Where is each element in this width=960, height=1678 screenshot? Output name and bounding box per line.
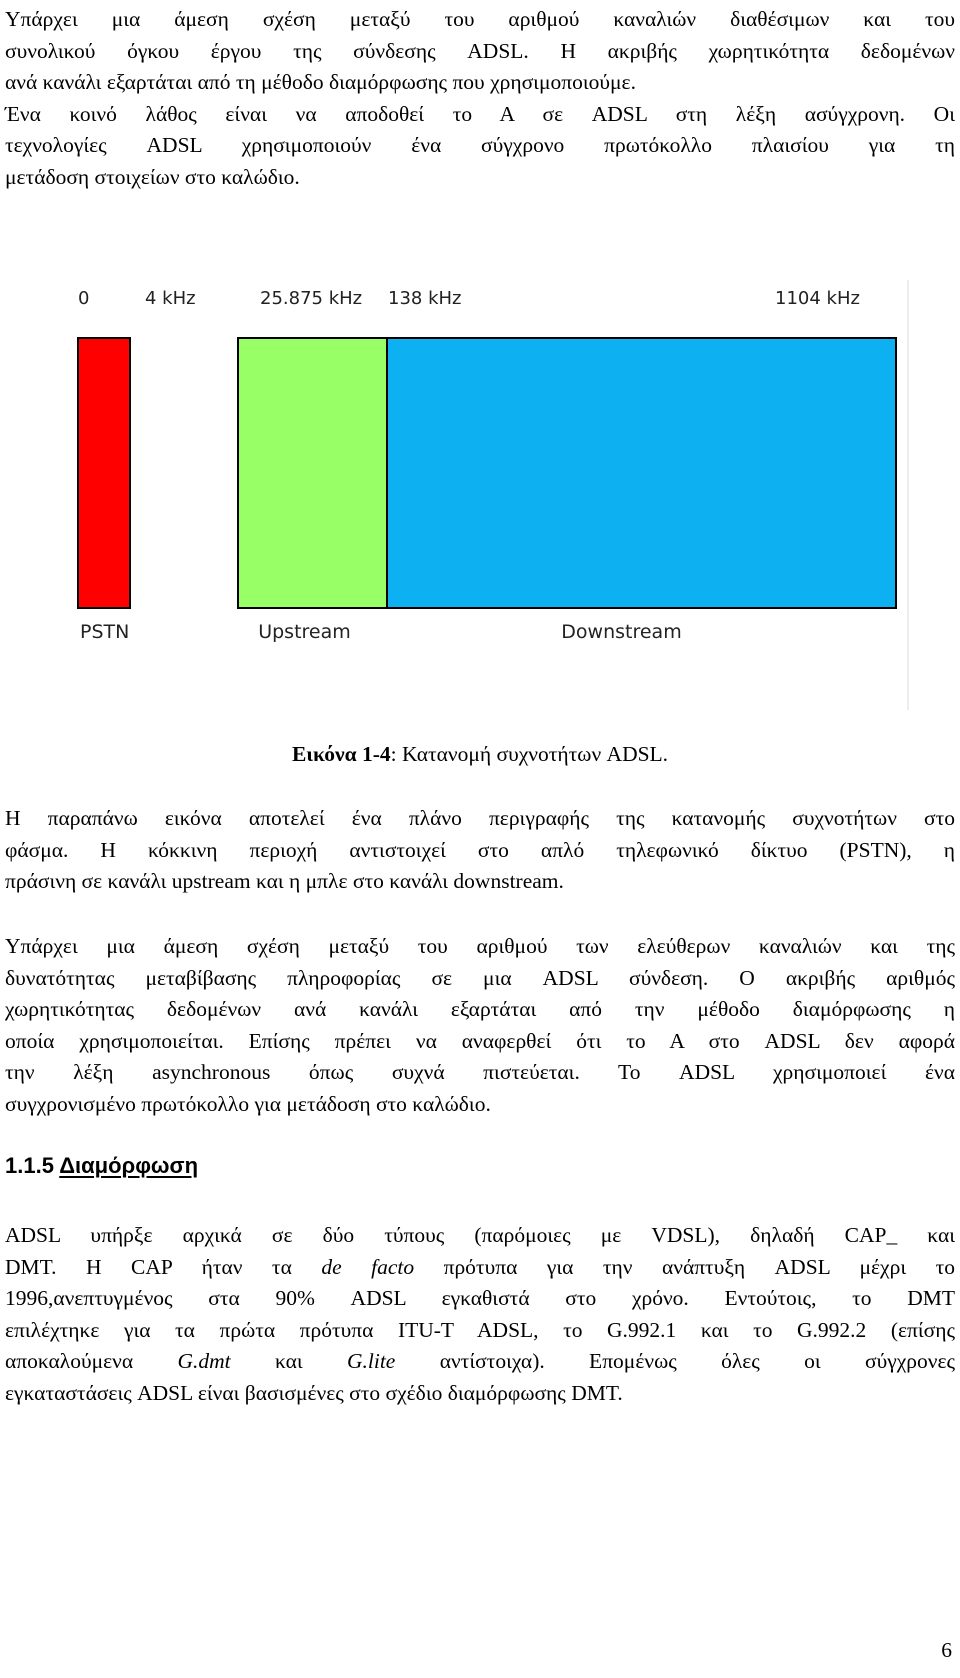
text-line: DMT. Η CAP ήταν τα de facto πρότυπα για την ανάπτυξη ADSL μέχρι το	[5, 1254, 955, 1279]
caption-text: : Κατανομή συχνοτήτων ADSL.	[390, 742, 669, 766]
text-line: συγχρονισμένο πρωτόκολλο για μετάδοση στο καλώδιο.	[5, 1091, 491, 1116]
band-upstream	[238, 338, 387, 608]
paragraph-intro	[5, 4, 955, 194]
caption-label: Εικόνα 1-4	[291, 742, 391, 766]
tick-label: 1104 kHz	[775, 288, 860, 309]
text-line: μετάδοση στοιχείων στο καλώδιο.	[5, 164, 300, 189]
figure-caption	[0, 740, 960, 768]
adsl-frequency-figure	[50, 280, 910, 710]
section-title: Διαμόρφωση	[59, 1153, 199, 1178]
text-line: τεχνολογίες ADSL χρησιμοποιούν ένα σύγχρονο πρωτόκολλο πλαισίου για τη	[5, 133, 955, 158]
text-line: οποία χρησιμοποιείται. Επίσης πρέπει να αναφερθεί ότι το Α στο ADSL δεν αφορά	[5, 1028, 955, 1053]
page-number: 6	[941, 1638, 952, 1662]
text-line: συνολικού όγκου έργου της σύνδεσης ADSL. Η ακριβής χωρητικότητα δεδομένων	[5, 38, 955, 63]
text-line: Η παραπάνω εικόνα αποτελεί ένα πλάνο περιγραφής της κατανομής συχνοτήτων στο	[5, 806, 955, 830]
tick-label: 25.875 kHz	[260, 288, 363, 309]
tick-label: 4 kHz	[145, 288, 196, 309]
italic-term: de facto	[321, 1254, 415, 1279]
text-line: δυνατότητας μεταβίβασης πληροφορίας σε μια ADSL σύνδεση. Ο ακριβής αριθμός	[5, 965, 955, 990]
text-line: εγκαταστάσεις ADSL είναι βασισμένες στο σχέδιο διαμόρφωσης DMT.	[5, 1380, 623, 1405]
section-number: 1.1.5	[5, 1153, 54, 1178]
frequency-chart	[50, 280, 910, 710]
text-line: χωρητικότητας δεδομένων ανά κανάλι εξαρτάται από την μέθοδο διαμόρφωσης η	[5, 997, 955, 1022]
text-line: Υπάρχει μια άμεση σχέση μεταξύ του αριθμού των ελεύθερων καναλιών και της	[5, 934, 955, 958]
text-line: Υπάρχει μια άμεση σχέση μεταξύ του αριθμού καναλιών διαθέσιμων και του	[5, 7, 955, 31]
text-line: 1996,ανεπτυγμένος στα 90% ADSL εγκαθιστά στο χρόνο. Εντούτοις, το DMT	[5, 1286, 955, 1311]
text-line: πράσινη σε κανάλι upstream και η μπλε στο κανάλι downstream.	[5, 869, 564, 894]
text-line: φάσμα. Η κόκκινη περιοχή αντιστοιχεί στο απλό τηλεφωνικό δίκτυο (PSTN), η	[5, 837, 955, 862]
band-label-upstream: Upstream	[258, 621, 351, 643]
band-downstream	[387, 338, 896, 608]
paragraph-modulation	[5, 1220, 955, 1410]
text-line: ανά κανάλι εξαρτάται από τη μέθοδο διαμόρφωσης που χρησιμοποιούμε.	[5, 70, 636, 95]
text-line: Ένα κοινό λάθος είναι να αποδοθεί το Α σε ADSL στη λέξη ασύγχρονη. Οι	[5, 101, 955, 126]
italic-term: G.lite	[346, 1349, 396, 1374]
tick-label: 138 kHz	[388, 288, 462, 309]
band-label-downstream: Downstream	[561, 621, 682, 643]
section-heading	[5, 1151, 198, 1181]
band-label-pstn: PSTN	[80, 621, 130, 643]
text-line: αποκαλούμενα G.dmt και G.lite αντίστοιχα). Επομένως όλες οι σύγχρονες	[5, 1349, 955, 1374]
tick-label: 0	[78, 288, 90, 309]
paragraph-channels	[5, 931, 955, 1121]
text-line: ADSL υπήρξε αρχικά σε δύο τύπους (παρόμοιες με VDSL), δηλαδή CAP_ και	[5, 1223, 955, 1247]
band-pstn	[78, 338, 130, 608]
text-line: την λέξη asynchronous όπως συχνά πιστεύεται. Το ADSL χρησιμοποιεί ένα	[5, 1060, 955, 1085]
paragraph-figure-description	[5, 803, 955, 898]
text-line: επιλέχτηκε για τα πρώτα πρότυπα ITU-T ADSL, το G.992.1 και το G.992.2 (επίσης	[5, 1317, 955, 1342]
italic-term: G.dmt	[177, 1349, 231, 1374]
